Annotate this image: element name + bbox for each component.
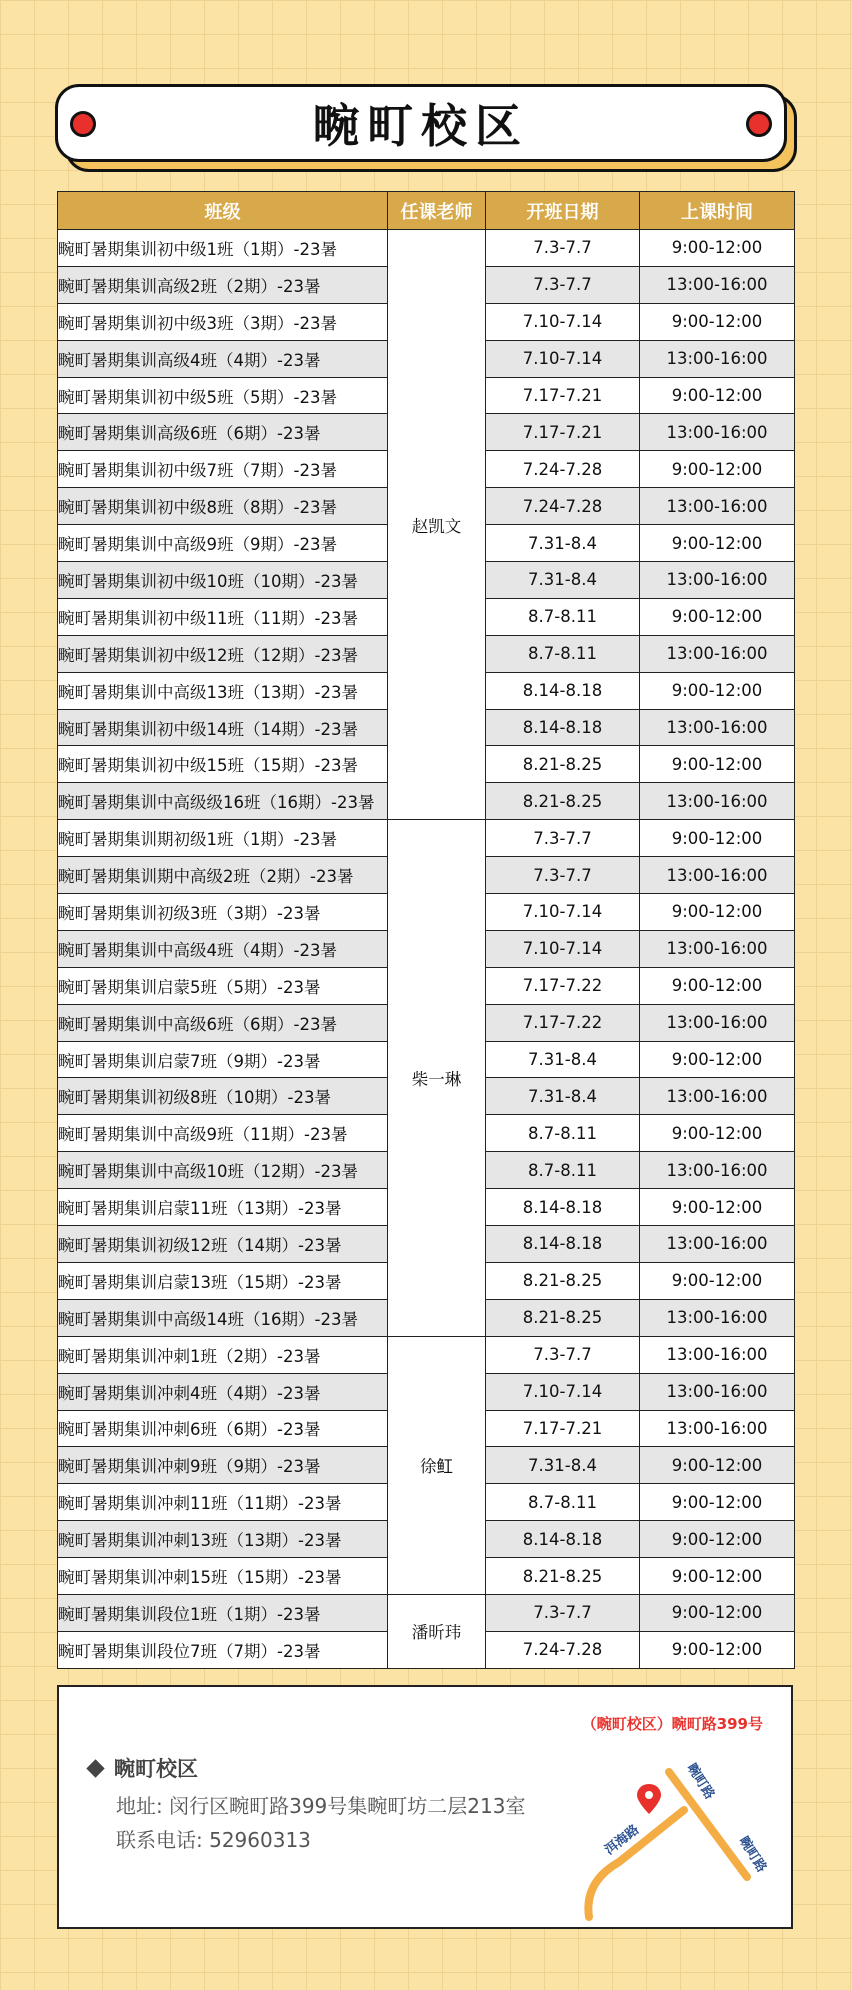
start-date-cell: 7.31-8.4: [486, 1447, 640, 1484]
class-time-cell: 13:00-16:00: [640, 1152, 795, 1189]
class-time-cell: 9:00-12:00: [640, 672, 795, 709]
start-date-cell: 7.3-7.7: [486, 266, 640, 303]
header-class: 班级: [58, 192, 388, 230]
start-date-cell: 7.31-8.4: [486, 562, 640, 599]
address-heading: [89, 1753, 198, 1783]
class-time-cell: 9:00-12:00: [640, 1594, 795, 1631]
title-banner: [55, 84, 795, 170]
table-row: [58, 1594, 795, 1631]
start-date-cell: 7.17-7.22: [486, 1004, 640, 1041]
phone-text: 联系电话: 52960313: [116, 1828, 311, 1852]
start-date-cell: 8.7-8.11: [486, 1152, 640, 1189]
class-name-cell: 畹町暑期集训中高级9班（9期）-23暑: [58, 525, 388, 562]
class-name-cell: 畹町暑期集训启蒙13班（15期）-23暑: [58, 1262, 388, 1299]
class-time-cell: 9:00-12:00: [640, 1558, 795, 1595]
class-name-cell: 畹町暑期集训初中级10班（10期）-23暑: [58, 562, 388, 599]
class-name-cell: 畹町暑期集训初级8班（10期）-23暑: [58, 1078, 388, 1115]
class-time-cell: 13:00-16:00: [640, 1078, 795, 1115]
start-date-cell: 7.17-7.21: [486, 414, 640, 451]
start-date-cell: 8.7-8.11: [486, 598, 640, 635]
road-erhai: [588, 1810, 684, 1917]
class-name-cell: 畹町暑期集训高级4班（4期）-23暑: [58, 340, 388, 377]
class-time-cell: 13:00-16:00: [640, 488, 795, 525]
start-date-cell: 8.14-8.18: [486, 1226, 640, 1263]
class-time-cell: 9:00-12:00: [640, 303, 795, 340]
schedule-table: [57, 191, 795, 1669]
address-text: 地址: 闵行区畹町路399号集畹町坊二层213室: [116, 1794, 526, 1818]
map-road-label: 洱海路: [602, 1822, 643, 1859]
class-name-cell: 畹町暑期集训初级3班（3期）-23暑: [58, 894, 388, 931]
class-name-cell: 畹町暑期集训初级12班（14期）-23暑: [58, 1226, 388, 1263]
class-time-cell: 13:00-16:00: [640, 1226, 795, 1263]
class-name-cell: 畹町暑期集训冲刺15班（15期）-23暑: [58, 1558, 388, 1595]
class-name-cell: 畹町暑期集训冲刺1班（2期）-23暑: [58, 1336, 388, 1373]
class-name-cell: 畹町暑期集训高级2班（2期）-23暑: [58, 266, 388, 303]
class-time-cell: 13:00-16:00: [640, 857, 795, 894]
start-date-cell: 7.3-7.7: [486, 230, 640, 267]
start-date-cell: 7.10-7.14: [486, 1373, 640, 1410]
start-date-cell: 7.10-7.14: [486, 894, 640, 931]
class-time-cell: 9:00-12:00: [640, 894, 795, 931]
class-name-cell: 畹町暑期集训启蒙11班（13期）-23暑: [58, 1189, 388, 1226]
diamond-bullet-icon: [86, 1759, 104, 1777]
red-dot-icon: [746, 111, 772, 137]
page-title: 畹町校区: [313, 99, 529, 153]
class-name-cell: 畹町暑期集训中高级13班（13期）-23暑: [58, 672, 388, 709]
table-row: [58, 230, 795, 267]
start-date-cell: 7.10-7.14: [486, 303, 640, 340]
map-road-label: 畹町路: [735, 1834, 770, 1876]
start-date-cell: 8.14-8.18: [486, 709, 640, 746]
class-name-cell: 畹町暑期集训冲刺6班（6期）-23暑: [58, 1410, 388, 1447]
start-date-cell: 7.3-7.7: [486, 857, 640, 894]
class-time-cell: 13:00-16:00: [640, 635, 795, 672]
start-date-cell: 7.17-7.22: [486, 967, 640, 1004]
start-date-cell: 8.7-8.11: [486, 635, 640, 672]
class-time-cell: 9:00-12:00: [640, 525, 795, 562]
start-date-cell: 7.24-7.28: [486, 451, 640, 488]
start-date-cell: 7.31-8.4: [486, 1041, 640, 1078]
class-time-cell: 13:00-16:00: [640, 1373, 795, 1410]
class-time-cell: 9:00-12:00: [640, 1262, 795, 1299]
class-name-cell: 畹町暑期集训初中级1班（1期）-23暑: [58, 230, 388, 267]
class-time-cell: 13:00-16:00: [640, 1299, 795, 1336]
start-date-cell: 7.31-8.4: [486, 525, 640, 562]
start-date-cell: 8.21-8.25: [486, 783, 640, 820]
class-name-cell: 畹町暑期集训初中级7班（7期）-23暑: [58, 451, 388, 488]
class-time-cell: 13:00-16:00: [640, 1410, 795, 1447]
class-name-cell: 畹町暑期集训初中级14班（14期）-23暑: [58, 709, 388, 746]
class-time-cell: 9:00-12:00: [640, 377, 795, 414]
class-name-cell: 畹町暑期集训中高级14班（16期）-23暑: [58, 1299, 388, 1336]
class-name-cell: 畹町暑期集训初中级3班（3期）-23暑: [58, 303, 388, 340]
class-time-cell: 13:00-16:00: [640, 562, 795, 599]
start-date-cell: 7.24-7.28: [486, 1631, 640, 1668]
class-name-cell: 畹町暑期集训冲刺13班（13期）-23暑: [58, 1521, 388, 1558]
class-time-cell: 9:00-12:00: [640, 598, 795, 635]
class-time-cell: 9:00-12:00: [640, 1041, 795, 1078]
class-name-cell: 畹町暑期集训初中级8班（8期）-23暑: [58, 488, 388, 525]
red-dot-icon: [70, 111, 96, 137]
start-date-cell: 8.7-8.11: [486, 1484, 640, 1521]
class-time-cell: 9:00-12:00: [640, 451, 795, 488]
location-map: [579, 1732, 779, 1922]
class-time-cell: 9:00-12:00: [640, 967, 795, 1004]
class-time-cell: 13:00-16:00: [640, 930, 795, 967]
map-road-label: 畹町路: [683, 1761, 718, 1803]
table-row: [58, 1336, 795, 1373]
start-date-cell: 8.21-8.25: [486, 1299, 640, 1336]
header-start-date: 开班日期: [486, 192, 640, 230]
class-time-cell: 9:00-12:00: [640, 1521, 795, 1558]
class-name-cell: 畹町暑期集训冲刺11班（11期）-23暑: [58, 1484, 388, 1521]
start-date-cell: 8.14-8.18: [486, 672, 640, 709]
class-time-cell: 13:00-16:00: [640, 1004, 795, 1041]
teacher-cell: 徐𫚉: [388, 1336, 486, 1594]
class-name-cell: 畹町暑期集训中高级级16班（16期）-23暑: [58, 783, 388, 820]
campus-name: 畹町校区: [114, 1757, 198, 1781]
class-name-cell: 畹町暑期集训段位7班（7期）-23暑: [58, 1631, 388, 1668]
teacher-cell: 潘昕玮: [388, 1594, 486, 1668]
address-card: [57, 1685, 793, 1929]
teacher-cell: 赵凯文: [388, 230, 486, 820]
start-date-cell: 8.21-8.25: [486, 1558, 640, 1595]
start-date-cell: 7.3-7.7: [486, 820, 640, 857]
class-time-cell: 9:00-12:00: [640, 746, 795, 783]
class-time-cell: 9:00-12:00: [640, 1447, 795, 1484]
table-header-row: [58, 192, 795, 230]
class-name-cell: 畹町暑期集训期中高级2班（2期）-23暑: [58, 857, 388, 894]
banner-card: [55, 84, 787, 162]
start-date-cell: 8.21-8.25: [486, 746, 640, 783]
class-name-cell: 畹町暑期集训初中级12班（12期）-23暑: [58, 635, 388, 672]
class-name-cell: 畹町暑期集训启蒙5班（5期）-23暑: [58, 967, 388, 1004]
class-time-cell: 13:00-16:00: [640, 1336, 795, 1373]
start-date-cell: 7.31-8.4: [486, 1078, 640, 1115]
map-caption: （畹町校区）畹町路399号: [581, 1715, 763, 1733]
header-teacher: 任课老师: [388, 192, 486, 230]
teacher-cell: 柴一琳: [388, 820, 486, 1336]
class-name-cell: 畹町暑期集训初中级15班（15期）-23暑: [58, 746, 388, 783]
start-date-cell: 7.17-7.21: [486, 377, 640, 414]
class-name-cell: 畹町暑期集训段位1班（1期）-23暑: [58, 1594, 388, 1631]
start-date-cell: 7.3-7.7: [486, 1336, 640, 1373]
class-name-cell: 畹町暑期集训初中级5班（5期）-23暑: [58, 377, 388, 414]
class-time-cell: 13:00-16:00: [640, 709, 795, 746]
start-date-cell: 8.21-8.25: [486, 1262, 640, 1299]
start-date-cell: 7.10-7.14: [486, 340, 640, 377]
class-name-cell: 畹町暑期集训冲刺9班（9期）-23暑: [58, 1447, 388, 1484]
class-time-cell: 9:00-12:00: [640, 1484, 795, 1521]
class-time-cell: 9:00-12:00: [640, 230, 795, 267]
class-time-cell: 13:00-16:00: [640, 340, 795, 377]
class-time-cell: 9:00-12:00: [640, 1189, 795, 1226]
start-date-cell: 8.7-8.11: [486, 1115, 640, 1152]
class-time-cell: 9:00-12:00: [640, 1115, 795, 1152]
class-name-cell: 畹町暑期集训期初级1班（1期）-23暑: [58, 820, 388, 857]
class-time-cell: 9:00-12:00: [640, 1631, 795, 1668]
location-pin-icon: [637, 1784, 661, 1814]
table-row: [58, 820, 795, 857]
class-name-cell: 畹町暑期集训中高级4班（4期）-23暑: [58, 930, 388, 967]
class-time-cell: 13:00-16:00: [640, 414, 795, 451]
class-time-cell: 9:00-12:00: [640, 820, 795, 857]
start-date-cell: 7.10-7.14: [486, 930, 640, 967]
class-name-cell: 畹町暑期集训中高级6班（6期）-23暑: [58, 1004, 388, 1041]
class-name-cell: 畹町暑期集训中高级9班（11期）-23暑: [58, 1115, 388, 1152]
class-name-cell: 畹町暑期集训启蒙7班（9期）-23暑: [58, 1041, 388, 1078]
start-date-cell: 7.17-7.21: [486, 1410, 640, 1447]
start-date-cell: 8.14-8.18: [486, 1189, 640, 1226]
class-name-cell: 畹町暑期集训中高级10班（12期）-23暑: [58, 1152, 388, 1189]
start-date-cell: 7.3-7.7: [486, 1594, 640, 1631]
class-time-cell: 13:00-16:00: [640, 266, 795, 303]
class-name-cell: 畹町暑期集训高级6班（6期）-23暑: [58, 414, 388, 451]
class-name-cell: 畹町暑期集训冲刺4班（4期）-23暑: [58, 1373, 388, 1410]
header-class-time: 上课时间: [640, 192, 795, 230]
start-date-cell: 7.24-7.28: [486, 488, 640, 525]
class-time-cell: 13:00-16:00: [640, 783, 795, 820]
class-name-cell: 畹町暑期集训初中级11班（11期）-23暑: [58, 598, 388, 635]
start-date-cell: 8.14-8.18: [486, 1521, 640, 1558]
